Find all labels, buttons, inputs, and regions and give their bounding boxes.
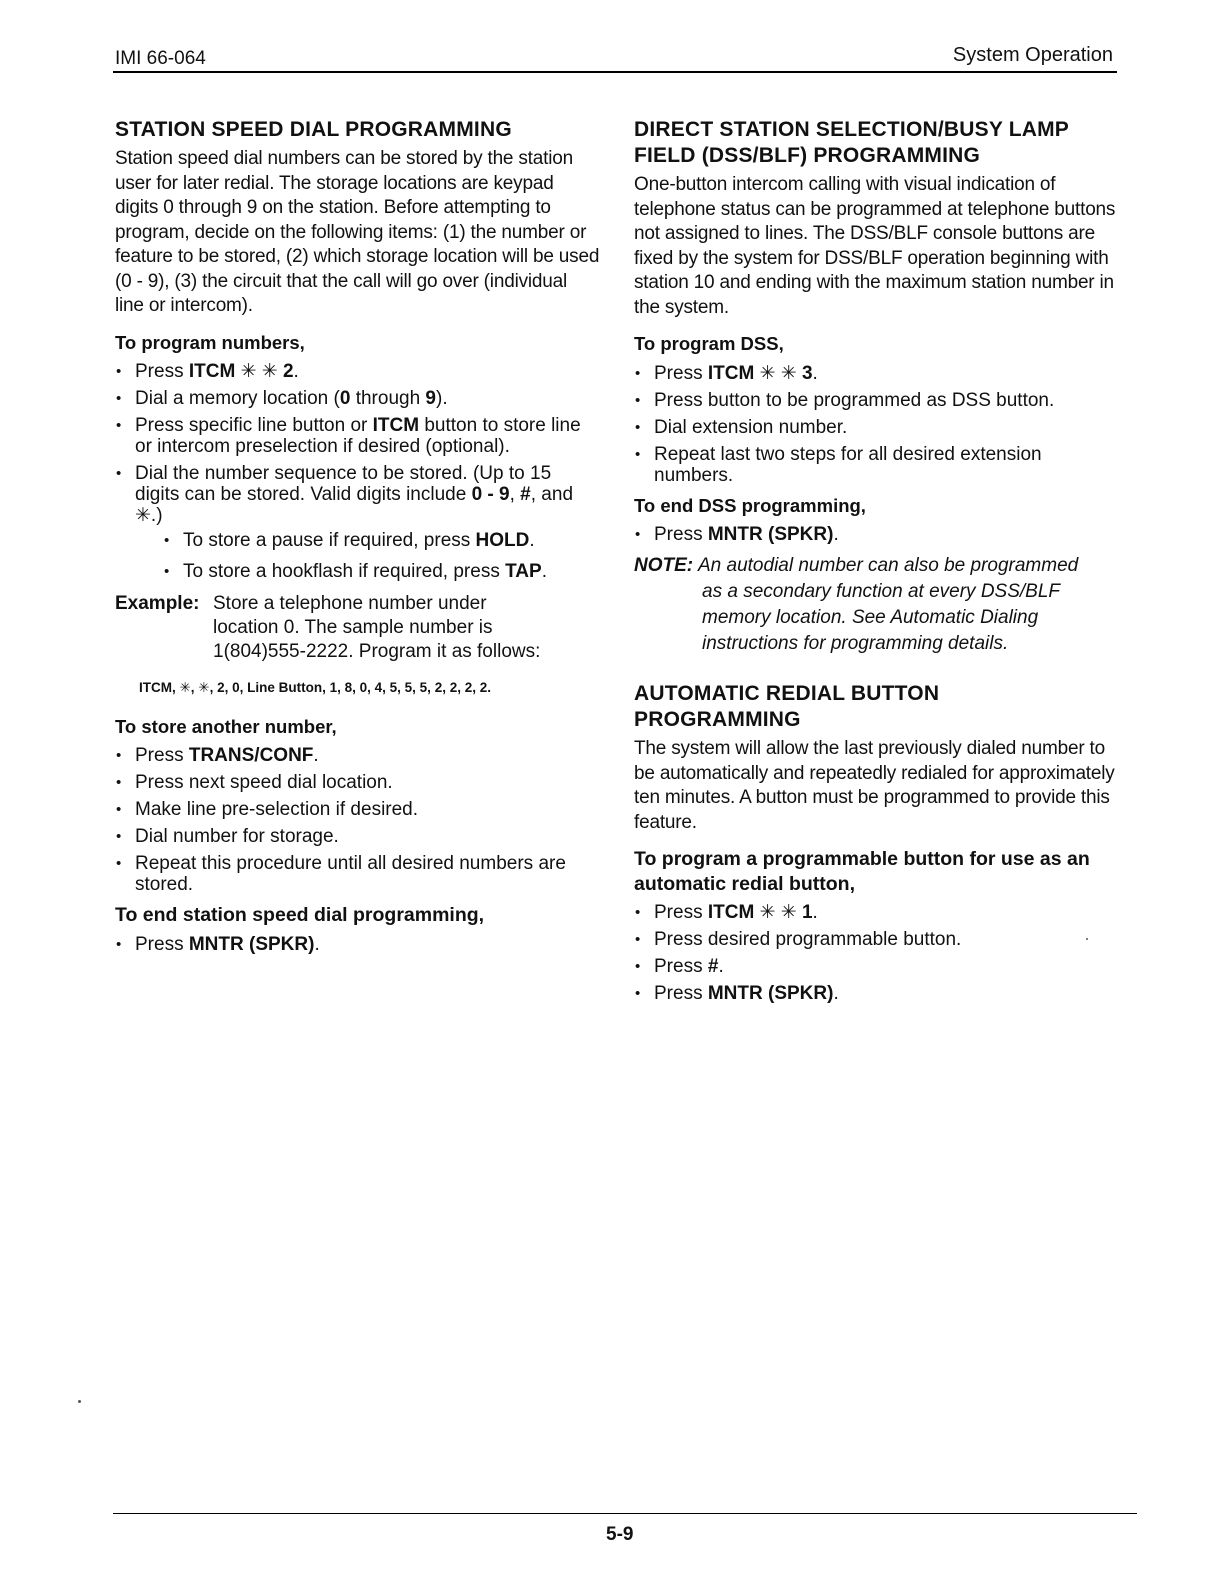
list-item: • Press desired programmable button. <box>634 929 1124 950</box>
list-item: • Dial a memory location (0 through 9). <box>115 388 600 409</box>
end-dss-heading: To end DSS programming, <box>634 494 866 516</box>
list-item: • Press MNTR (SPKR). <box>634 524 1124 545</box>
list-item: • Dial extension number. <box>634 417 1124 438</box>
right-column <box>634 117 1124 1012</box>
section-title-auto-redial: AUTOMATIC REDIAL BUTTON PROGRAMMING <box>634 682 940 731</box>
speed-dial-intro: Station speed dial numbers can be stored by the station user for later redial. The storage locations are keypad digits 0 through 9 on the station. Before attempting to program, decide on the following items: (1) the number or feature to be stored, (2) which storage location will be used (0 - 9), (3) the circuit that the call will go over (individual line or intercom). <box>115 148 600 316</box>
list-item: • Dial the number sequence to be stored. (Up to 15 digits can be stored. Valid digits include 0 - 9, #, and ✳.) • To store a pause if required, press HOLD. • To store a hookflash if required, press TAP. <box>115 463 600 582</box>
example-label: Example: <box>115 593 200 614</box>
list-item: • Make line pre-selection if desired. <box>115 799 600 820</box>
program-dss-steps <box>634 363 1124 486</box>
list-item: • Press TRANS/CONF. <box>115 745 600 766</box>
section-title-dss-blf: DIRECT STATION SELECTION/BUSY LAMP FIELD (DSS/BLF) PROGRAMMING <box>634 118 1069 167</box>
running-header: System Operation <box>952 44 1113 66</box>
sub-steps <box>163 530 600 582</box>
page-number: 5-9 <box>606 1524 634 1545</box>
note-block <box>634 553 1124 657</box>
scan-speck <box>1086 938 1088 940</box>
note-label: NOTE: <box>634 555 694 576</box>
program-redial-steps <box>634 902 1124 1004</box>
list-item: • To store a hookflash if required, press TAP. <box>163 561 600 582</box>
program-numbers-steps <box>115 361 600 582</box>
program-dss-heading: To program DSS, <box>634 333 784 354</box>
list-item: • Press #. <box>634 956 1124 977</box>
list-item: • Repeat this procedure until all desired numbers are stored. <box>115 853 600 895</box>
footer-rule <box>113 1513 1137 1514</box>
end-speed-dial-steps <box>115 934 600 955</box>
list-item: • Press ITCM ✳ ✳ 2. <box>115 361 600 382</box>
example-key-sequence: ITCM, ✳, ✳, 2, 0, Line Button, 1, 8, 0, 4, 5, 5, 5, 2, 2, 2, 2. <box>139 680 491 695</box>
dss-intro: One-button intercom calling with visual indication of telephone status can be programmed at telephone buttons not assigned to lines. The DSS/BLF console buttons are fixed by the system for DSS/BLF operation beginning with station 10 and ending with the maximum station number in the system. <box>634 174 1116 318</box>
example-text: Store a telephone number under location 0. The sample number is 1(804)555-2222. Program it as follows: <box>213 593 541 662</box>
program-redial-heading: To program a programmable button for use as an automatic redial button, <box>634 848 1090 895</box>
section-title-speed-dial: STATION SPEED DIAL PROGRAMMING <box>115 118 512 141</box>
program-numbers-heading: To program numbers, <box>115 331 305 353</box>
list-item: • Press MNTR (SPKR). <box>634 983 1124 1004</box>
left-column <box>115 117 600 963</box>
list-item: • Press next speed dial location. <box>115 772 600 793</box>
example-block <box>115 592 600 664</box>
list-item: • Dial number for storage. <box>115 826 600 847</box>
list-item: • Press specific line button or ITCM button to store line or intercom preselection if desired (optional). <box>115 415 600 457</box>
end-dss-steps <box>634 524 1124 545</box>
list-item: • Press MNTR (SPKR). <box>115 934 600 955</box>
store-another-heading: To store another number, <box>115 715 337 737</box>
list-item: • Press ITCM ✳ ✳ 3. <box>634 363 1124 384</box>
document-id: IMI 66-064 <box>115 48 206 69</box>
list-item: • Press ITCM ✳ ✳ 1. <box>634 902 1124 923</box>
header-rule <box>113 71 1117 73</box>
scan-speck <box>78 1400 81 1403</box>
auto-redial-intro: The system will allow the last previously dialed number to be automatically and repeatedly redialed for approximately ten minutes. A button must be programmed to provide this feature. <box>634 738 1115 833</box>
list-item: • Repeat last two steps for all desired extension numbers. <box>634 444 1124 486</box>
note-text: An autodial number can also be programmed as a secondary function at every DSS/BLF memory location. See Automatic Dialing instructions for programming details. <box>698 555 1079 654</box>
store-another-steps <box>115 745 600 895</box>
end-speed-dial-heading: To end station speed dial programming, <box>115 904 485 926</box>
list-item: • To store a pause if required, press HOLD. <box>163 530 600 551</box>
list-item: • Press button to be programmed as DSS button. <box>634 390 1124 411</box>
